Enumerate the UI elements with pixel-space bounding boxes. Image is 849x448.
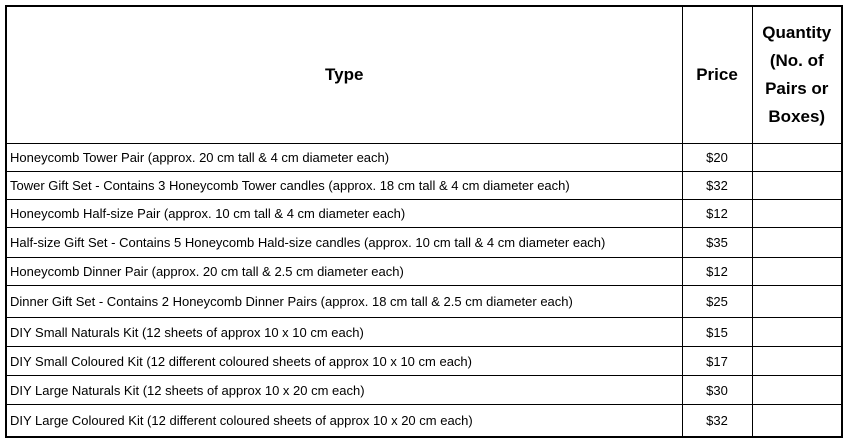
cell-price: $12 xyxy=(682,200,752,228)
header-quantity: Quantity (No. of Pairs or Boxes) xyxy=(752,6,842,144)
cell-price: $20 xyxy=(682,144,752,172)
cell-price: $17 xyxy=(682,347,752,376)
cell-type: Honeycomb Tower Pair (approx. 20 cm tall & 4 cm diameter each) xyxy=(6,144,682,172)
table-row xyxy=(6,318,842,347)
table-body xyxy=(6,144,842,437)
cell-type: Tower Gift Set - Contains 3 Honeycomb Tower candles (approx. 18 cm tall & 4 cm diameter each) xyxy=(6,172,682,200)
table-row xyxy=(6,286,842,318)
cell-quantity[interactable] xyxy=(752,318,842,347)
cell-type: DIY Large Naturals Kit (12 sheets of approx 10 x 20 cm each) xyxy=(6,376,682,405)
cell-type: Dinner Gift Set - Contains 2 Honeycomb Dinner Pairs (approx. 18 cm tall & 2.5 cm diameter each) xyxy=(6,286,682,318)
header-row xyxy=(6,6,842,144)
cell-quantity[interactable] xyxy=(752,172,842,200)
cell-quantity[interactable] xyxy=(752,286,842,318)
table-row xyxy=(6,376,842,405)
cell-price: $30 xyxy=(682,376,752,405)
header-type: Type xyxy=(6,6,682,144)
table-row xyxy=(6,200,842,228)
cell-quantity[interactable] xyxy=(752,228,842,258)
cell-type: Honeycomb Half-size Pair (approx. 10 cm tall & 4 cm diameter each) xyxy=(6,200,682,228)
cell-price: $15 xyxy=(682,318,752,347)
cell-quantity[interactable] xyxy=(752,200,842,228)
cell-quantity[interactable] xyxy=(752,405,842,437)
cell-type: Half-size Gift Set - Contains 5 Honeycomb Hald-size candles (approx. 10 cm tall & 4 cm diameter each) xyxy=(6,228,682,258)
cell-price: $35 xyxy=(682,228,752,258)
header-price: Price xyxy=(682,6,752,144)
order-table xyxy=(5,5,843,438)
table-row xyxy=(6,228,842,258)
table-row xyxy=(6,258,842,286)
table-row xyxy=(6,172,842,200)
cell-price: $25 xyxy=(682,286,752,318)
cell-quantity[interactable] xyxy=(752,376,842,405)
table-row xyxy=(6,144,842,172)
table-row xyxy=(6,405,842,437)
cell-quantity[interactable] xyxy=(752,258,842,286)
order-table-container xyxy=(5,5,843,438)
cell-type: DIY Small Naturals Kit (12 sheets of approx 10 x 10 cm each) xyxy=(6,318,682,347)
cell-price: $32 xyxy=(682,405,752,437)
cell-type: Honeycomb Dinner Pair (approx. 20 cm tall & 2.5 cm diameter each) xyxy=(6,258,682,286)
cell-price: $32 xyxy=(682,172,752,200)
cell-quantity[interactable] xyxy=(752,144,842,172)
cell-quantity[interactable] xyxy=(752,347,842,376)
cell-type: DIY Large Coloured Kit (12 different coloured sheets of approx 10 x 20 cm each) xyxy=(6,405,682,437)
table-row xyxy=(6,347,842,376)
cell-price: $12 xyxy=(682,258,752,286)
cell-type: DIY Small Coloured Kit (12 different coloured sheets of approx 10 x 10 cm each) xyxy=(6,347,682,376)
